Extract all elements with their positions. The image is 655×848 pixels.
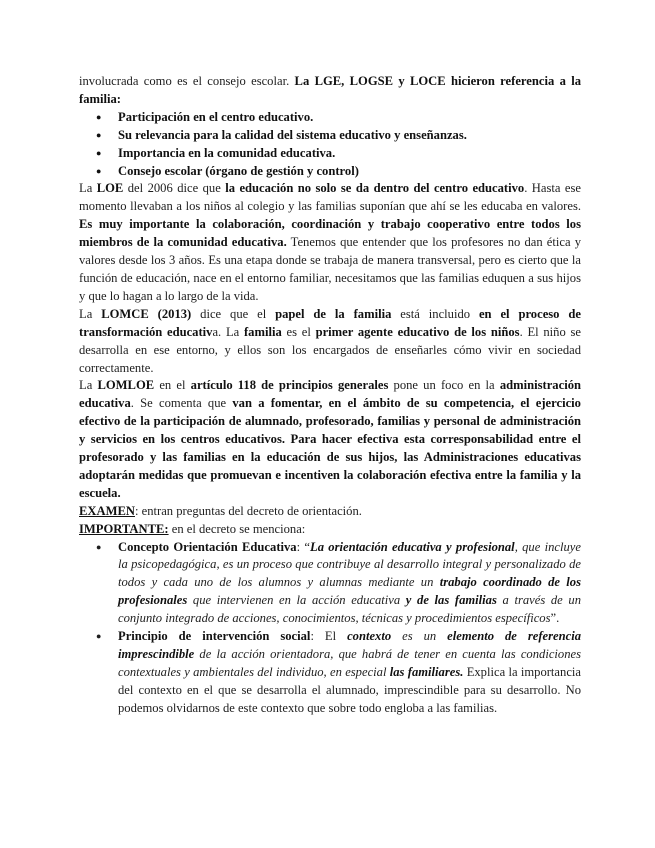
- bullet-item: ● Participación en el centro educativo.: [79, 109, 581, 127]
- examen-note: EXAMEN: entran preguntas del decreto de orientación.: [79, 503, 362, 518]
- examen-label: EXAMEN: [79, 503, 135, 518]
- bullet-icon: ●: [96, 111, 102, 122]
- family-bullet-list: [79, 109, 581, 181]
- loe-paragraph: La LOE del 2006 dice que la educación no solo se da dentro del centro educativo. Hasta ese momento llevaban a los niños al colegio y las familias suponían que ahí se les educaba en valores. Es muy importante la colaboración, coordinación y trabajo cooperativo entre todos los miembros de la comunidad educativa. Tenemos que entender que los profesores no dan ética y valores desde los 3 años. Es una etapa donde se trabaja de manera transversal, pero es cierto que la función de educación, nace en el entorno familiar, necesitamos que las familias eduquen a sus hijos y que lo hagan a lo largo de la vida.: [79, 181, 581, 303]
- bullet-item-principio: ● Principio de intervención social: El contexto es un elemento de referencia imprescindible de la acción orientadora, que habrá de tener en cuenta las condiciones contextuales y ambientales del individuo, en especial las familiares. Explica la importancia del contexto en el que se desarrolla el alumnado, imprescindible para su desarrollo. No podemos olvidarnos de este contexto que sobre todo engloba a las familias.: [96, 629, 582, 715]
- bullet-icon: ●: [96, 147, 102, 158]
- importante-note: IMPORTANTE: en el decreto se menciona:: [79, 521, 306, 536]
- intro-text: involucrada como es el consejo escolar.: [79, 74, 295, 88]
- intro-paragraph: [79, 73, 581, 109]
- bullet-item: ● Importancia en la comunidad educativa.: [79, 145, 581, 163]
- importante-label: IMPORTANTE:: [79, 521, 169, 536]
- bullet-icon: ●: [96, 631, 102, 642]
- bullet-icon: ●: [96, 541, 102, 552]
- lomloe-paragraph: La LOMLOE en el artículo 118 de principios generales pone un foco en la administración educativa. Se comenta que van a fomentar, en el ámbito de su competencia, el ejercicio efectivo de la participación de alumnado, profesorado, familias y personal de administración y servicios en los centros educativos. Para hacer efectiva esta corresponsabilidad entre el profesorado y las familias en la educación de sus hijos, las Administraciones educativas adoptarán medidas que promuevan e incentiven la colaboración efectiva entre la familia y la escuela.: [79, 378, 581, 500]
- bullet-item-concepto: ● Concepto Orientación Educativa: “La orientación educativa y profesional, que incluye la psicopedagógica, es un proceso que contribuye al desarrollo integral y personalizado de todos y cada uno de los alumnos y alumnas mediante un trabajo coordinado de los profesionales que intervienen en la acción educativa y de las familias a través de un conjunto integrado de acciones, conocimientos, técnicas y procedimientos específicos”.: [96, 539, 582, 626]
- bullet-icon: ●: [96, 165, 102, 176]
- bullet-item: ● Su relevancia para la calidad del sistema educativo y enseñanzas.: [79, 127, 581, 145]
- decree-bullet-list: [79, 539, 581, 718]
- intro-bold: La LGE, LOGSE y LOCE hicieron referencia a la familia:: [79, 74, 581, 106]
- bullet-item: ● Consejo escolar (órgano de gestión y control): [79, 163, 581, 181]
- bullet-icon: ●: [96, 129, 102, 140]
- lomce-paragraph: La LOMCE (2013) dice que el papel de la familia está incluido en el proceso de transformación educativa. La familia es el primer agente educativo de los niños. El niño se desarrolla en ese entorno, y ellos son los encargados de enseñarles cómo vivir en sociedad correctamente.: [79, 306, 582, 375]
